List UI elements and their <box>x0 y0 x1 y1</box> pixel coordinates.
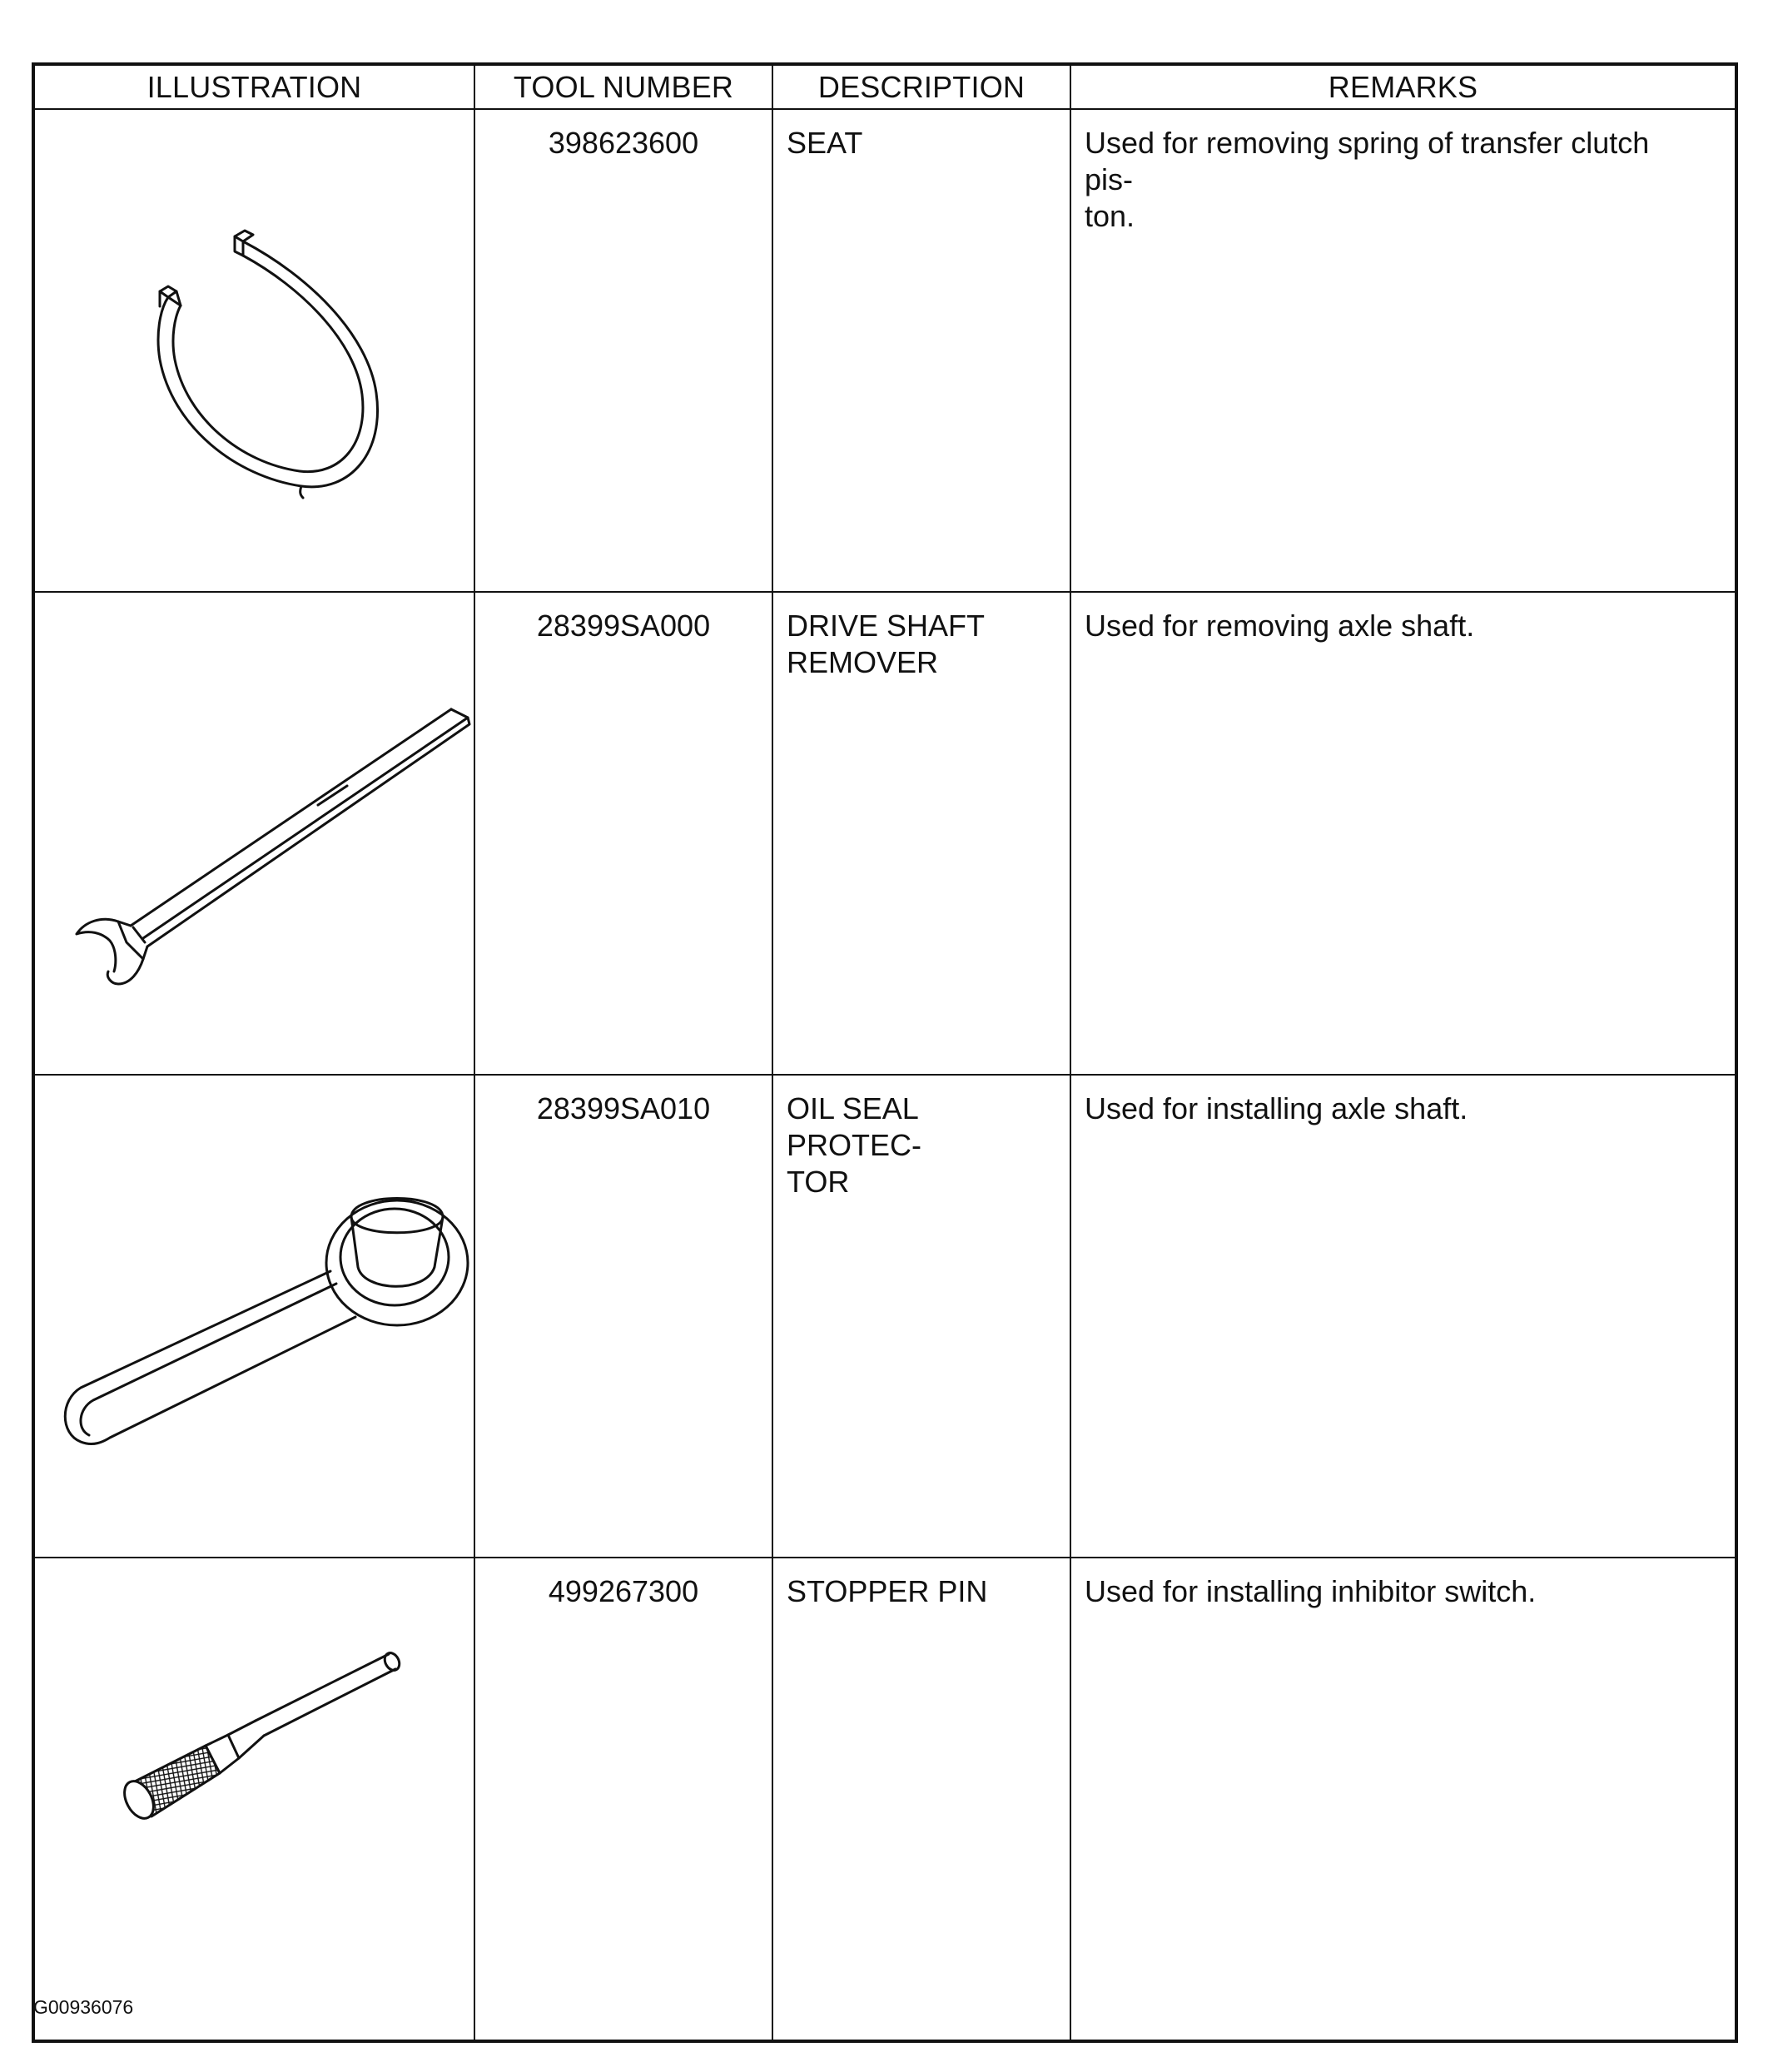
header-tool-number: TOOL NUMBER <box>474 64 772 109</box>
remarks-text: Used for installing inhibitor switch. <box>1085 1574 1537 1608</box>
description-text: OIL SEAL PROTEC- TOR <box>787 1091 921 1199</box>
description-cell <box>772 1558 1070 2041</box>
oil-seal-protector-icon <box>35 1076 476 1542</box>
figure-code: G00936076 <box>33 1996 134 2018</box>
description-text: STOPPER PIN <box>787 1574 988 1608</box>
illustration-cell <box>33 592 474 1075</box>
special-tools-table <box>32 62 1738 2043</box>
header-description: DESCRIPTION <box>772 64 1070 109</box>
header-illustration: ILLUSTRATION <box>33 64 474 109</box>
illustration-cell <box>33 1075 474 1558</box>
description-text: SEAT <box>787 126 863 160</box>
table-row <box>33 109 1736 592</box>
description-cell <box>772 109 1070 592</box>
remarks-cell <box>1070 109 1736 592</box>
table-header-row <box>33 64 1736 109</box>
description-cell <box>772 592 1070 1075</box>
table-row <box>33 1558 1736 2041</box>
stopper-pin-icon <box>35 1558 476 2025</box>
illustration-cell <box>33 109 474 592</box>
description-cell <box>772 1075 1070 1558</box>
table-row <box>33 592 1736 1075</box>
illustration-cell <box>33 1558 474 2041</box>
remarks-cell <box>1070 1558 1736 2041</box>
remarks-text: Used for installing axle shaft. <box>1085 1091 1468 1125</box>
tool-number-cell: 28399SA000 <box>474 592 772 1075</box>
remarks-text: Used for removing axle shaft. <box>1085 609 1475 643</box>
tool-number-cell: 28399SA010 <box>474 1075 772 1558</box>
table-row <box>33 1075 1736 1558</box>
drive-shaft-remover-icon <box>35 593 476 1059</box>
tool-number-cell: 499267300 <box>474 1558 772 2041</box>
description-text: DRIVE SHAFT REMOVER <box>787 609 986 679</box>
seat-ring-icon <box>35 110 476 576</box>
tool-number-cell: 398623600 <box>474 109 772 592</box>
remarks-cell <box>1070 592 1736 1075</box>
remarks-cell <box>1070 1075 1736 1558</box>
remarks-text: Used for removing spring of transfer clutch pis- ton. <box>1085 126 1650 233</box>
header-remarks: REMARKS <box>1070 64 1736 109</box>
